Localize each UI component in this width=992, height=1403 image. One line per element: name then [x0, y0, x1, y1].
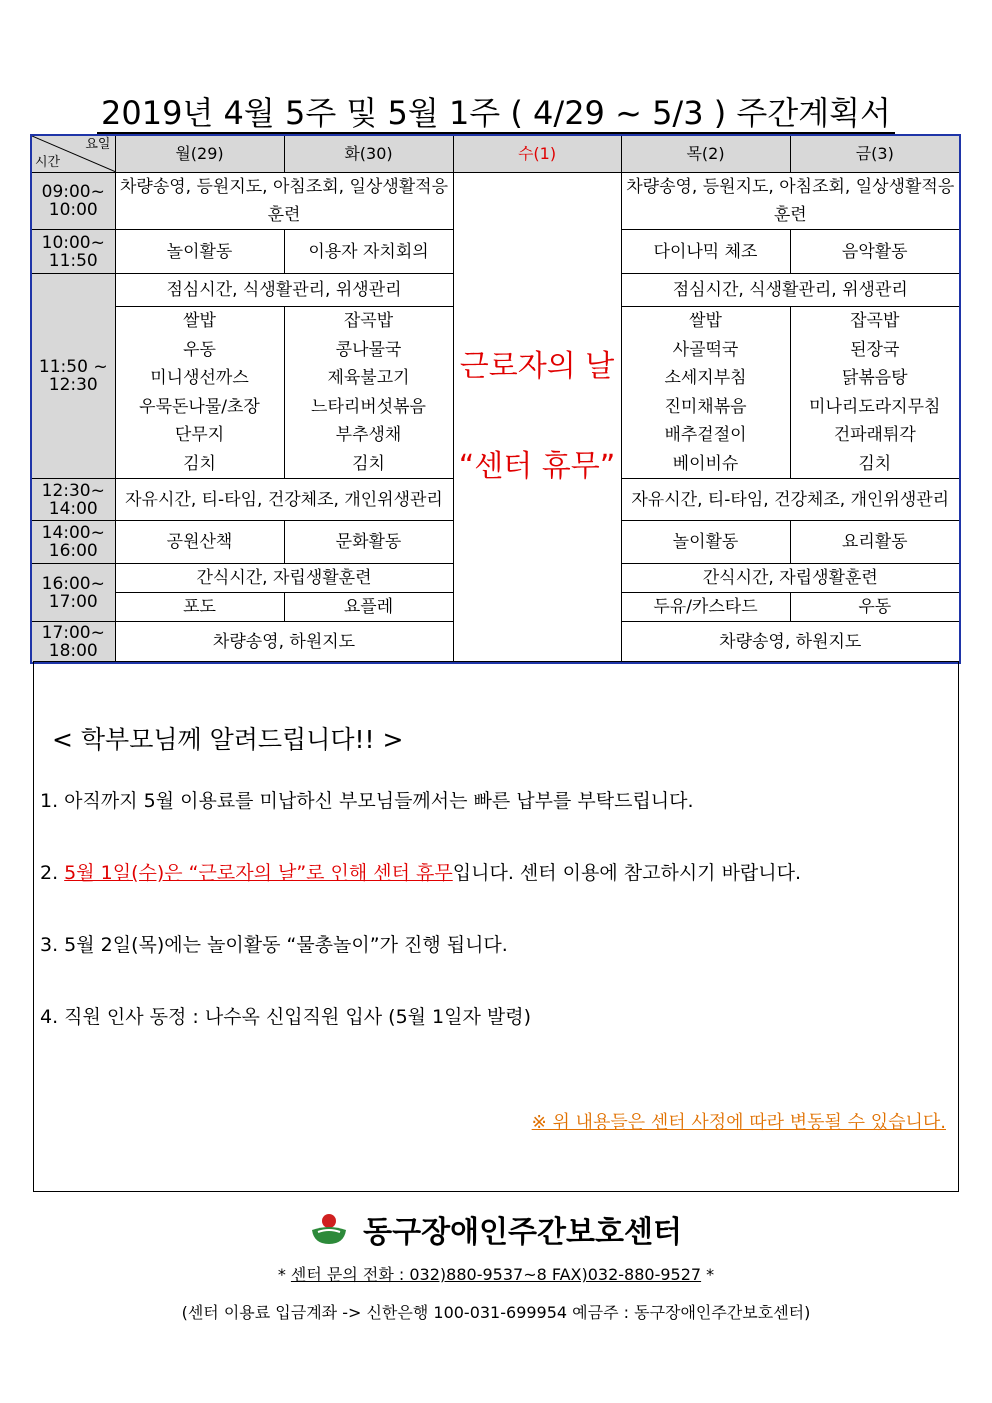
time-slot: 12:30~ 14:00	[31, 479, 115, 521]
cell-afternoon-thu: 놀이활동	[621, 521, 790, 564]
cell-free-mon-tue: 자유시간, 티-타임, 건강체조, 개인위생관리	[115, 479, 453, 521]
notice-item-4: 4. 직원 인사 동정 : 나수옥 신입직원 입사 (5월 1일자 발령)	[40, 1006, 532, 1028]
cell-snack-fri: 우동	[790, 593, 960, 622]
time-slot: 09:00~ 10:00	[31, 173, 115, 230]
menu-item: 우동	[183, 339, 216, 360]
time-slot: 14:00~ 16:00	[31, 521, 115, 564]
menu-item: 진미채볶음	[664, 396, 747, 417]
day-wed: 수(1)	[453, 135, 621, 173]
center-logo	[0, 1207, 992, 1251]
menu-mon	[115, 307, 284, 479]
day-mon: 월(29)	[115, 135, 284, 173]
notice-box	[33, 661, 959, 1192]
menu-item: 김치	[858, 453, 892, 474]
cell-activity-tue: 이용자 자치회의	[284, 230, 453, 274]
menu-item: 김치	[183, 453, 216, 474]
notice-item-3: 3. 5월 2일(목)에는 놀이활동 “물총놀이”가 진행 됩니다.	[40, 934, 508, 956]
menu-item: 부추생채	[335, 425, 402, 445]
cell-snack-thu-fri: 간식시간, 자립생활훈련	[621, 564, 960, 593]
cell-lunch-thu-fri: 점심시간, 식생활관리, 위생관리	[621, 274, 960, 307]
weekly-schedule-table	[30, 134, 961, 664]
notice-item-2-rest: 입니다. 센터 이용에 참고하시기 바랍니다.	[452, 862, 802, 884]
holiday-note: “센터 휴무”	[458, 449, 616, 485]
cell-snack-mon: 포도	[115, 593, 284, 622]
menu-tue	[284, 307, 453, 479]
time-slot: 16:00~ 17:00	[31, 564, 115, 622]
contact-text: 센터 문의 전화 : 032)880-9537~8 FAX)032-880-9527	[290, 1265, 702, 1284]
notice-heading: < 학부모님께 알려드립니다!! >	[52, 725, 404, 754]
menu-fri	[790, 307, 960, 479]
menu-item: 쌀밥	[183, 311, 216, 331]
menu-item: 닭볶음탕	[841, 368, 908, 388]
menu-item: 베이비슈	[672, 453, 739, 474]
header-row	[31, 135, 960, 173]
time-slot: 10:00~ 11:50	[31, 230, 115, 274]
cell-activity-mon: 놀이활동	[115, 230, 284, 274]
notice-item-2-highlight: 5월 1일(수)은 “근로자의 날”로 인해 센터 휴무	[64, 862, 453, 884]
time-slot: 17:00~ 18:00	[31, 622, 115, 663]
caution-note: ※ 위 내용들은 센터 사정에 따라 변동될 수 있습니다.	[531, 1112, 946, 1133]
menu-item: 사골떡국	[672, 339, 739, 360]
menu-item: 우묵돈나물/초장	[139, 396, 260, 417]
day-fri: 금(3)	[790, 135, 960, 173]
menu-item: 된장국	[850, 339, 900, 360]
account-line: (센터 이용료 입금계좌 -> 신한은행 100-031-699954 예금주 : 동구장애인주간보호센터)	[181, 1303, 811, 1322]
menu-item: 느타리버섯볶음	[311, 396, 426, 417]
day-tue: 화(30)	[284, 135, 453, 173]
cell-morning-mon-tue: 차량송영, 등원지도, 아침조회, 일상생활적응훈련	[115, 173, 453, 230]
time-slot: 11:50 ~ 12:30	[31, 274, 115, 479]
center-name: 동구장애인주간보호센터	[363, 1215, 682, 1250]
corner-cell	[31, 135, 115, 173]
contact-line: * 센터 문의 전화 : 032)880-9537~8 FAX)032-880-9527 *	[277, 1265, 715, 1284]
cell-snack-mon-tue: 간식시간, 자립생활훈련	[115, 564, 453, 593]
holiday-title: 근로자의 날	[459, 349, 615, 385]
menu-item: 잡곡밥	[343, 311, 394, 331]
center-emblem-icon	[310, 1212, 348, 1246]
menu-thu	[621, 307, 790, 479]
corner-time-label: 시간	[35, 155, 61, 170]
menu-item: 쌀밥	[689, 311, 722, 331]
menu-item: 콩나물국	[335, 339, 402, 360]
cell-afternoon-fri: 요리활동	[790, 521, 960, 564]
page-title: 2019년 4월 5주 및 5월 1주 ( 4/29 ~ 5/3 ) 주간계획서	[0, 88, 992, 134]
cell-afternoon-mon: 공원산책	[115, 521, 284, 564]
menu-item: 미니생선까스	[150, 368, 249, 388]
cell-free-thu-fri: 자유시간, 티-타임, 건강체조, 개인위생관리	[621, 479, 960, 521]
cell-afternoon-tue: 문화활동	[284, 521, 453, 564]
cell-snack-tue: 요플레	[284, 593, 453, 622]
cell-snack-thu: 두유/카스타드	[621, 593, 790, 622]
menu-item: 미나리도라지무침	[809, 396, 941, 417]
row-morning	[31, 173, 960, 230]
day-thu: 목(2)	[621, 135, 790, 173]
notice-item-2-prefix: 2.	[40, 862, 65, 884]
cell-evening-thu-fri: 차량송영, 하원지도	[621, 622, 960, 663]
cell-evening-mon-tue: 차량송영, 하원지도	[115, 622, 453, 663]
holiday-cell	[453, 173, 621, 663]
notice-item-1: 1. 아직까지 5월 이용료를 미납하신 부모님들께서는 빠른 납부를 부탁드립니다.	[40, 790, 694, 812]
cell-morning-thu-fri: 차량송영, 등원지도, 아침조회, 일상생활적응훈련	[621, 173, 960, 230]
menu-item: 제육불고기	[327, 368, 410, 388]
cell-activity-thu: 다이나믹 체조	[621, 230, 790, 274]
menu-item: 김치	[352, 453, 385, 474]
menu-item: 건파래튀각	[833, 425, 916, 445]
corner-day-label: 요일	[85, 137, 111, 152]
menu-item: 소세지부침	[664, 368, 747, 388]
cell-lunch-mon-tue: 점심시간, 식생활관리, 위생관리	[115, 274, 453, 307]
menu-item: 배추겉절이	[664, 425, 747, 445]
menu-item: 단무지	[174, 425, 225, 445]
cell-activity-fri: 음악활동	[790, 230, 960, 274]
menu-item: 잡곡밥	[850, 311, 900, 331]
notice-item-2	[40, 858, 801, 885]
